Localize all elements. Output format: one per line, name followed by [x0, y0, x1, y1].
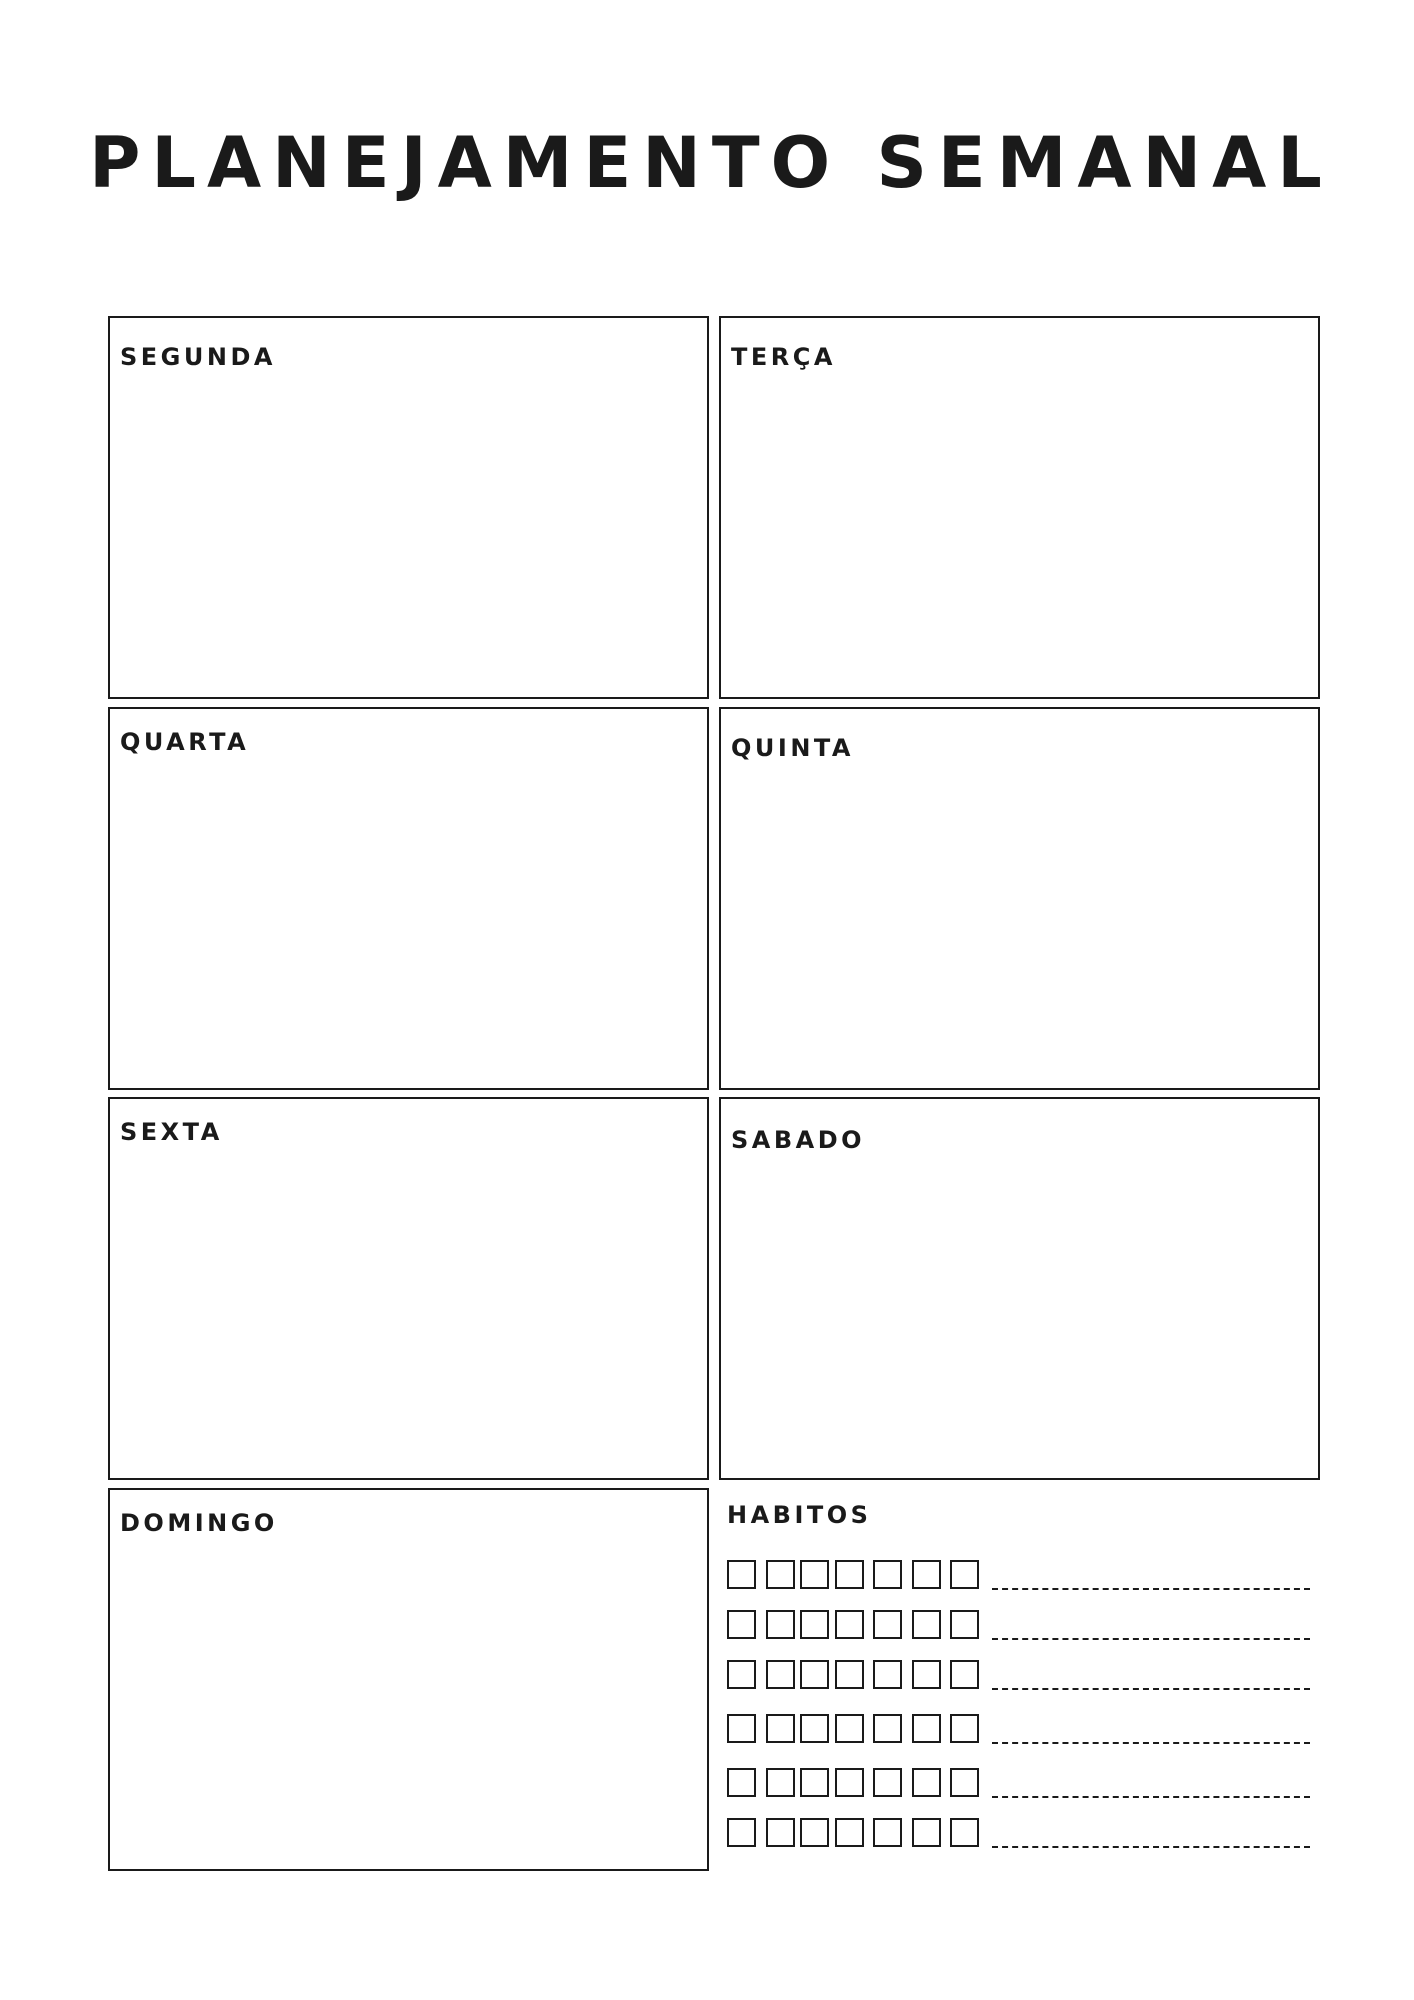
- habit-checkbox[interactable]: [766, 1768, 795, 1797]
- day-label-domingo: DOMINGO: [120, 1509, 278, 1537]
- habit-checkbox[interactable]: [727, 1818, 756, 1847]
- habit-name-line[interactable]: [992, 1688, 1310, 1690]
- habit-checkbox[interactable]: [950, 1610, 979, 1639]
- habit-checkbox[interactable]: [800, 1660, 829, 1689]
- day-label-sexta: SEXTA: [120, 1118, 223, 1146]
- habit-checkbox[interactable]: [950, 1560, 979, 1589]
- habit-row: [727, 1560, 1317, 1592]
- page-title: PLANEJAMENTO SEMANAL: [89, 122, 1333, 204]
- habit-checkbox[interactable]: [800, 1610, 829, 1639]
- habit-checkbox[interactable]: [950, 1714, 979, 1743]
- habit-row: [727, 1818, 1317, 1850]
- habit-checkbox[interactable]: [835, 1610, 864, 1639]
- day-box-domingo[interactable]: [108, 1488, 709, 1871]
- habit-checkbox[interactable]: [766, 1818, 795, 1847]
- habit-checkbox[interactable]: [835, 1818, 864, 1847]
- habit-checkbox[interactable]: [766, 1660, 795, 1689]
- habit-checkbox[interactable]: [873, 1610, 902, 1639]
- habit-checkbox[interactable]: [727, 1768, 756, 1797]
- habit-checkbox[interactable]: [912, 1560, 941, 1589]
- habit-checkbox[interactable]: [800, 1560, 829, 1589]
- day-label-segunda: SEGUNDA: [120, 343, 276, 371]
- habit-checkbox[interactable]: [912, 1660, 941, 1689]
- habit-checkbox[interactable]: [835, 1714, 864, 1743]
- habit-row: [727, 1660, 1317, 1692]
- habit-checkbox[interactable]: [873, 1818, 902, 1847]
- habit-name-line[interactable]: [992, 1796, 1310, 1798]
- day-label-quinta: QUINTA: [731, 734, 854, 762]
- day-box-sexta[interactable]: [108, 1097, 709, 1480]
- day-box-quarta[interactable]: [108, 707, 709, 1090]
- habit-name-line[interactable]: [992, 1846, 1310, 1848]
- habit-checkbox[interactable]: [873, 1768, 902, 1797]
- habit-checkbox[interactable]: [912, 1610, 941, 1639]
- habit-checkbox[interactable]: [835, 1768, 864, 1797]
- habit-checkbox[interactable]: [835, 1660, 864, 1689]
- habit-checkbox[interactable]: [727, 1610, 756, 1639]
- habit-checkbox[interactable]: [873, 1560, 902, 1589]
- habit-checkbox[interactable]: [873, 1660, 902, 1689]
- habit-checkbox[interactable]: [727, 1560, 756, 1589]
- habit-checkbox[interactable]: [950, 1768, 979, 1797]
- habit-row: [727, 1768, 1317, 1800]
- habit-name-line[interactable]: [992, 1638, 1310, 1640]
- habits-title: HABITOS: [727, 1501, 872, 1529]
- day-label-sabado: SABADO: [731, 1126, 866, 1154]
- habit-checkbox[interactable]: [800, 1818, 829, 1847]
- habit-row: [727, 1610, 1317, 1642]
- day-box-sabado[interactable]: [719, 1097, 1320, 1480]
- day-box-terca[interactable]: [719, 316, 1320, 699]
- habit-checkbox[interactable]: [766, 1610, 795, 1639]
- day-label-quarta: QUARTA: [120, 728, 250, 756]
- habit-checkbox[interactable]: [912, 1714, 941, 1743]
- habit-checkbox[interactable]: [766, 1714, 795, 1743]
- habit-checkbox[interactable]: [727, 1660, 756, 1689]
- habit-checkbox[interactable]: [800, 1714, 829, 1743]
- habit-checkbox[interactable]: [950, 1660, 979, 1689]
- day-label-terca: TERÇA: [731, 343, 836, 371]
- habit-name-line[interactable]: [992, 1742, 1310, 1744]
- habit-checkbox[interactable]: [912, 1818, 941, 1847]
- habit-checkbox[interactable]: [835, 1560, 864, 1589]
- habit-row: [727, 1714, 1317, 1746]
- habit-checkbox[interactable]: [873, 1714, 902, 1743]
- habit-checkbox[interactable]: [800, 1768, 829, 1797]
- habit-checkbox[interactable]: [912, 1768, 941, 1797]
- day-box-segunda[interactable]: [108, 316, 709, 699]
- habit-checkbox[interactable]: [727, 1714, 756, 1743]
- habit-name-line[interactable]: [992, 1588, 1310, 1590]
- habit-checkbox[interactable]: [950, 1818, 979, 1847]
- habit-checkbox[interactable]: [766, 1560, 795, 1589]
- day-box-quinta[interactable]: [719, 707, 1320, 1090]
- habits-section: [727, 1500, 1317, 1880]
